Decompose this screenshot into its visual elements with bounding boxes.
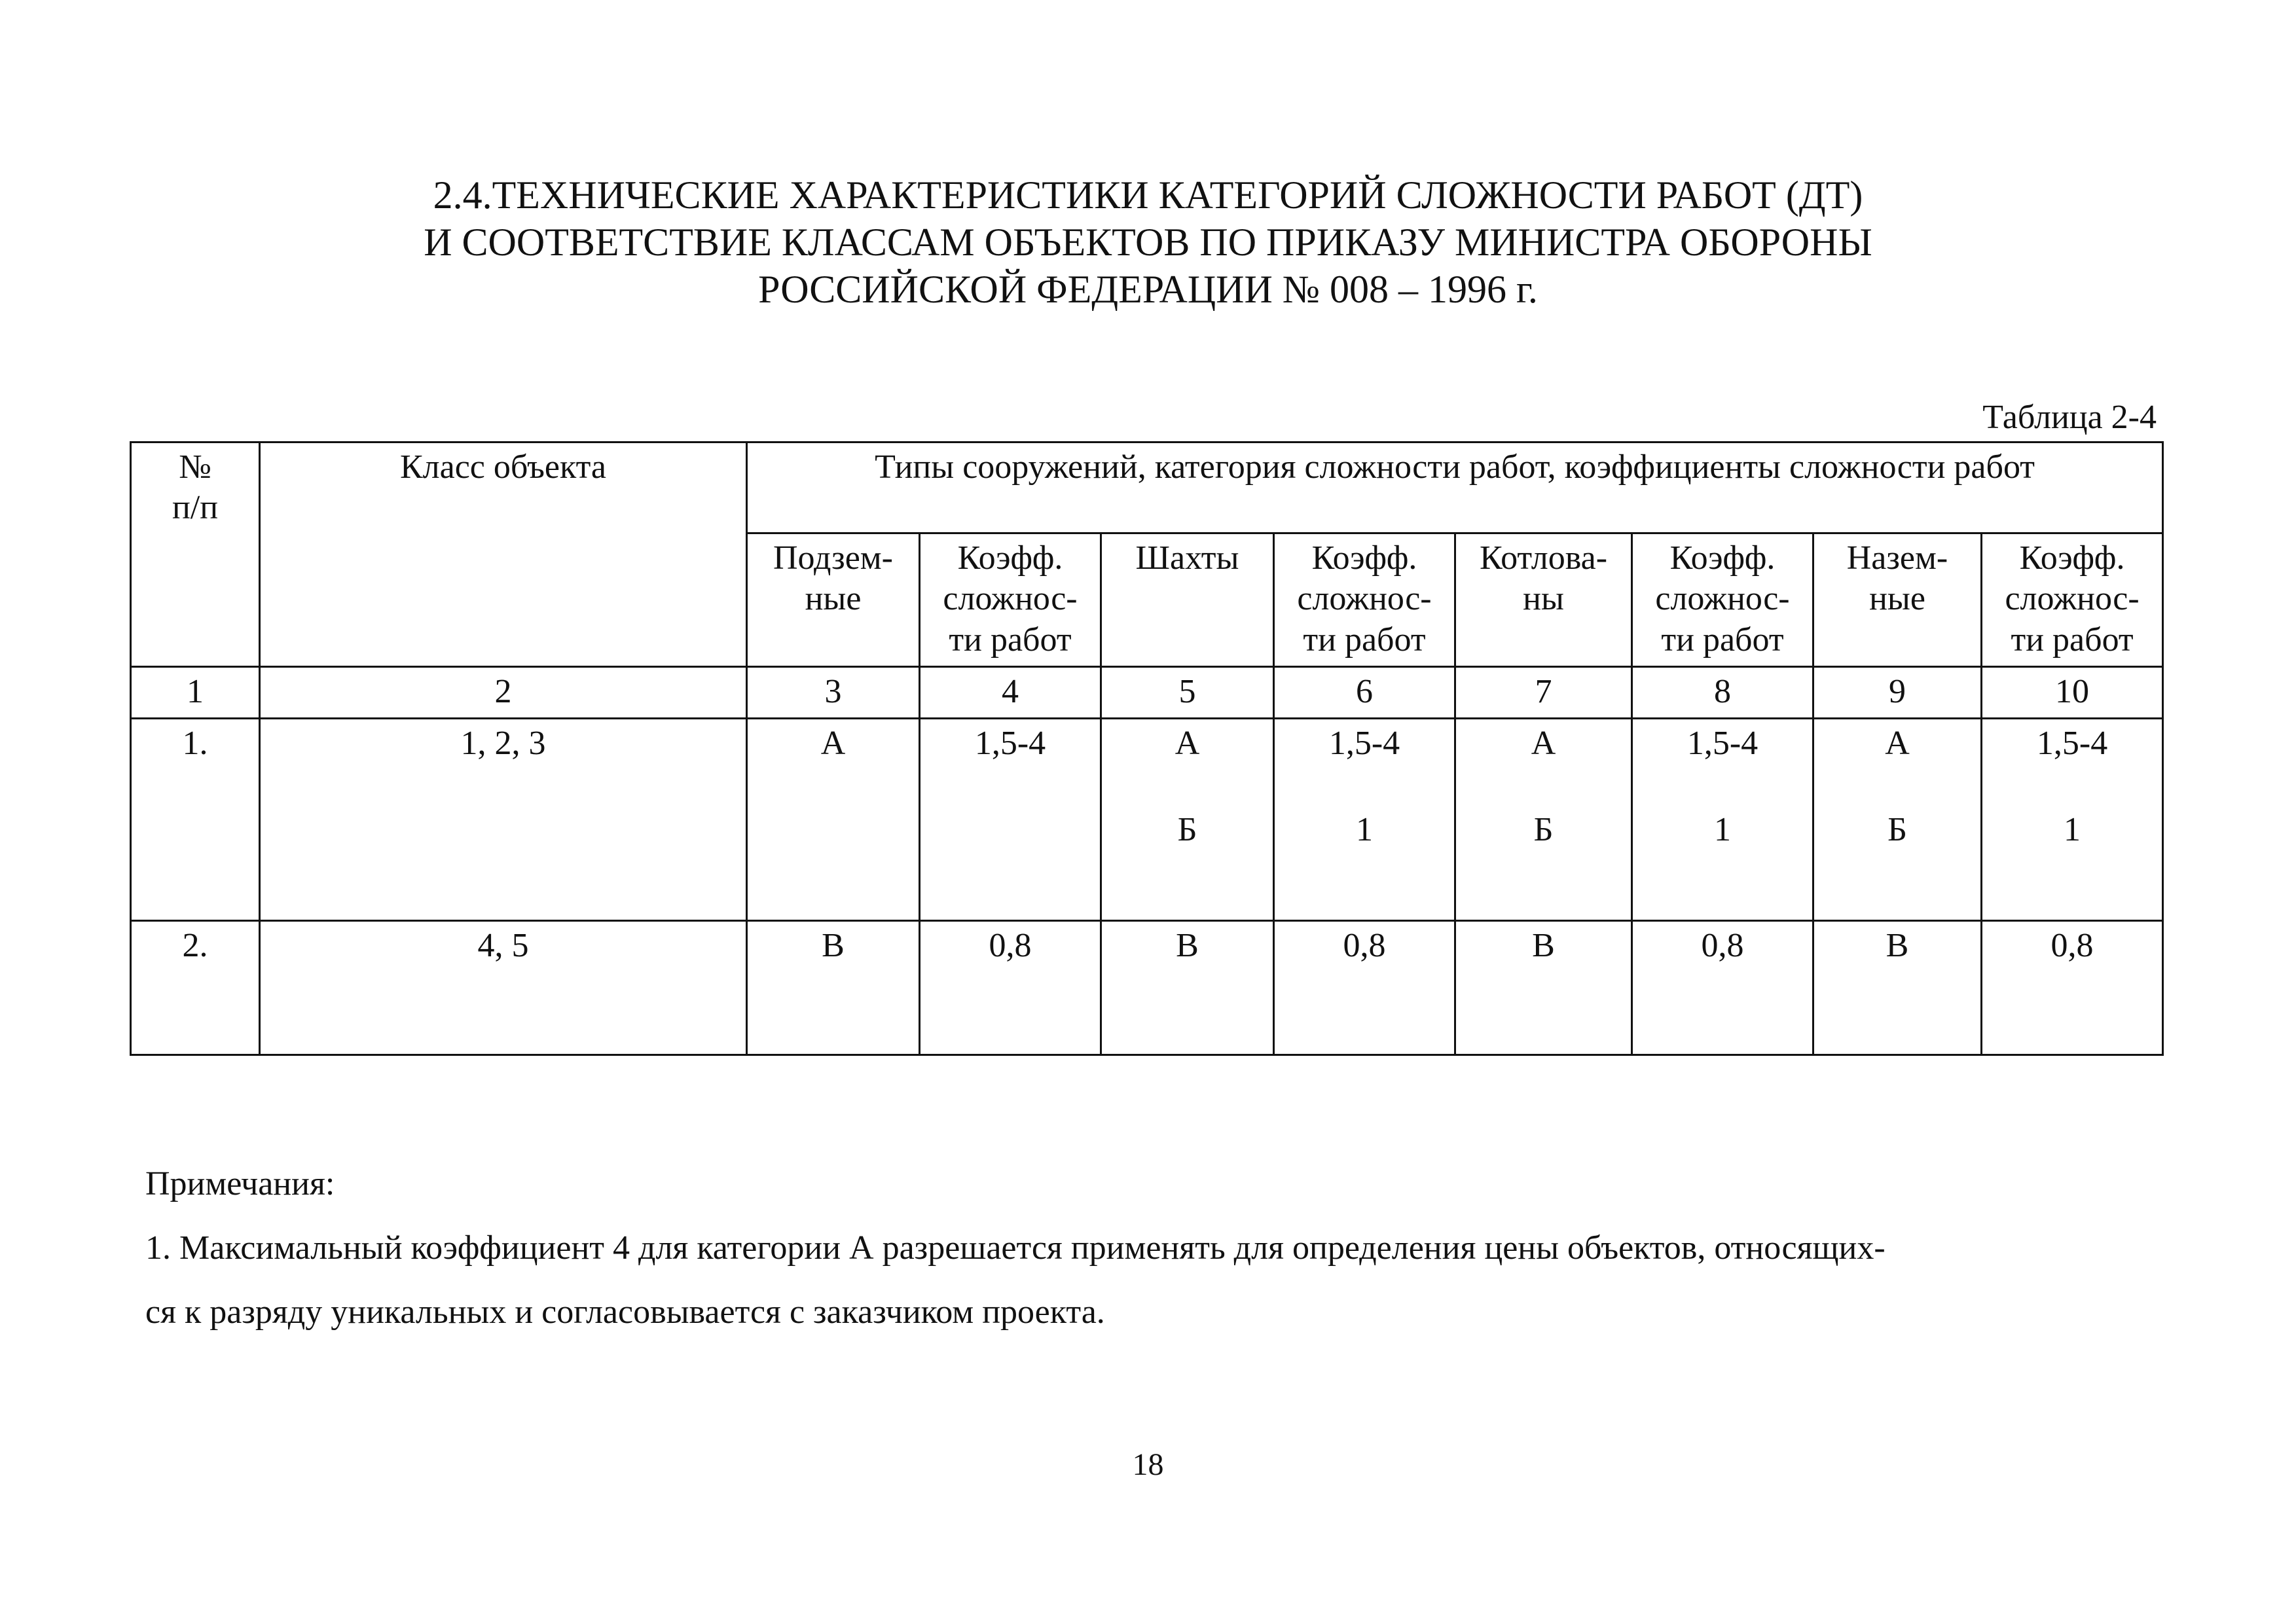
subheader-line: Котлова- xyxy=(1479,539,1608,577)
row-number-cell: 1. xyxy=(131,719,260,921)
subheader-cell xyxy=(1813,533,1982,667)
subheader-cell xyxy=(920,533,1101,667)
note-line-1: 1. Максимальный коэффициент 4 для категории А разрешается применять для определения цены объектов, относящих- xyxy=(145,1229,1886,1267)
column-number-cell: 2 xyxy=(260,667,747,719)
coefficient-value: 1,5-4 xyxy=(1328,725,1400,762)
subheader-line: Коэфф. xyxy=(1311,539,1417,577)
row-number-cell: 2. xyxy=(131,921,260,1055)
header-num-line2: п/п xyxy=(172,489,219,527)
column-number-cell: 8 xyxy=(1632,667,1813,719)
subheader-line: ти работ xyxy=(2011,621,2134,659)
column-number-cell: 10 xyxy=(1982,667,2163,719)
subheader-line: сложнос- xyxy=(2005,580,2140,618)
category-value: А xyxy=(1885,725,1910,762)
subheader-line: Коэфф. xyxy=(1669,539,1776,577)
row-class-cell: 1, 2, 3 xyxy=(260,719,747,921)
notes-heading: Примечания: xyxy=(145,1165,335,1202)
coefficient-value: 1 xyxy=(1714,811,1731,849)
subheader-line: ти работ xyxy=(1303,621,1426,659)
data-cell xyxy=(1274,719,1455,921)
subheader-line: ти работ xyxy=(1661,621,1784,659)
subheader-line: Коэфф. xyxy=(2019,539,2125,577)
data-cell: 0,8 xyxy=(1274,921,1455,1055)
coefficient-value: 1,5-4 xyxy=(1686,725,1758,762)
category-value: А xyxy=(820,725,846,762)
header-row xyxy=(131,442,2163,533)
row-class-cell: 4, 5 xyxy=(260,921,747,1055)
data-cell: 0,8 xyxy=(1982,921,2163,1055)
data-cell xyxy=(1455,719,1632,921)
column-number-cell: 1 xyxy=(131,667,260,719)
note-line-2: ся к разряду уникальных и согласовывается с заказчиком проекта. xyxy=(145,1293,1105,1331)
subheader-line: Подзем- xyxy=(773,539,893,577)
subheader-line: сложнос- xyxy=(1297,580,1432,618)
column-number-cell: 7 xyxy=(1455,667,1632,719)
subheader-cell xyxy=(1101,533,1274,667)
subheader-line: Коэфф. xyxy=(957,539,1063,577)
table-label: Таблица 2-4 xyxy=(1982,399,2157,436)
title-line-2: И СООТВЕТСТВИЕ КЛАССАМ ОБЪЕКТОВ ПО ПРИКАЗУ МИНИСТРА ОБОРОНЫ xyxy=(424,221,1872,264)
subheader-line: сложнос- xyxy=(1655,580,1790,618)
subheader-line: ти работ xyxy=(949,621,1072,659)
coefficient-value: 1 xyxy=(1356,811,1373,849)
header-num-cell xyxy=(131,442,260,667)
complexity-table xyxy=(130,441,2164,1056)
data-cell xyxy=(747,719,920,921)
data-cell: В xyxy=(1455,921,1632,1055)
column-number-row xyxy=(131,667,2163,719)
table-row xyxy=(131,921,2163,1055)
subheader-line: ные xyxy=(1869,580,1925,618)
category-value: Б xyxy=(1887,811,1907,849)
header-num-line1: № xyxy=(179,448,211,486)
category-value: А xyxy=(1531,725,1556,762)
category-value: Б xyxy=(1533,811,1554,849)
header-group-cell: Типы сооружений, категория сложности работ, коэффициенты сложности работ xyxy=(747,442,2163,533)
coefficient-value: 1 xyxy=(2064,811,2081,849)
data-cell xyxy=(1632,719,1813,921)
subheader-cell xyxy=(747,533,920,667)
column-number-cell: 6 xyxy=(1274,667,1455,719)
coefficient-value: 1,5-4 xyxy=(974,725,1046,762)
column-number-cell: 4 xyxy=(920,667,1101,719)
data-cell: В xyxy=(747,921,920,1055)
table-row xyxy=(131,719,2163,921)
subheader-line: Шахты xyxy=(1135,539,1239,577)
subheader-cell xyxy=(1455,533,1632,667)
document-title xyxy=(0,171,2296,313)
data-cell: 0,8 xyxy=(920,921,1101,1055)
header-class-cell: Класс объекта xyxy=(260,442,747,667)
category-value: А xyxy=(1175,725,1200,762)
subheader-cell xyxy=(1274,533,1455,667)
category-value: Б xyxy=(1177,811,1197,849)
notes-section xyxy=(145,1152,2175,1344)
subheader-line: ные xyxy=(805,580,862,618)
data-cell xyxy=(1101,719,1274,921)
subheader-cell xyxy=(1982,533,2163,667)
column-number-cell: 5 xyxy=(1101,667,1274,719)
column-number-cell: 9 xyxy=(1813,667,1982,719)
page-number: 18 xyxy=(1132,1447,1164,1482)
data-cell xyxy=(1982,719,2163,921)
subheader-line: ны xyxy=(1523,580,1564,618)
subheader-line: сложнос- xyxy=(943,580,1078,618)
subheader-line: Назем- xyxy=(1846,539,1948,577)
data-cell xyxy=(920,719,1101,921)
data-cell: В xyxy=(1813,921,1982,1055)
subheader-cell xyxy=(1632,533,1813,667)
coefficient-value: 1,5-4 xyxy=(2036,725,2108,762)
title-line-3: РОССИЙСКОЙ ФЕДЕРАЦИИ № 008 – 1996 г. xyxy=(758,268,1538,311)
column-number-cell: 3 xyxy=(747,667,920,719)
title-line-1: 2.4.ТЕХНИЧЕСКИЕ ХАРАКТЕРИСТИКИ КАТЕГОРИЙ СЛОЖНОСТИ РАБОТ (ДТ) xyxy=(433,173,1863,217)
data-cell: 0,8 xyxy=(1632,921,1813,1055)
data-cell xyxy=(1813,719,1982,921)
data-cell: В xyxy=(1101,921,1274,1055)
